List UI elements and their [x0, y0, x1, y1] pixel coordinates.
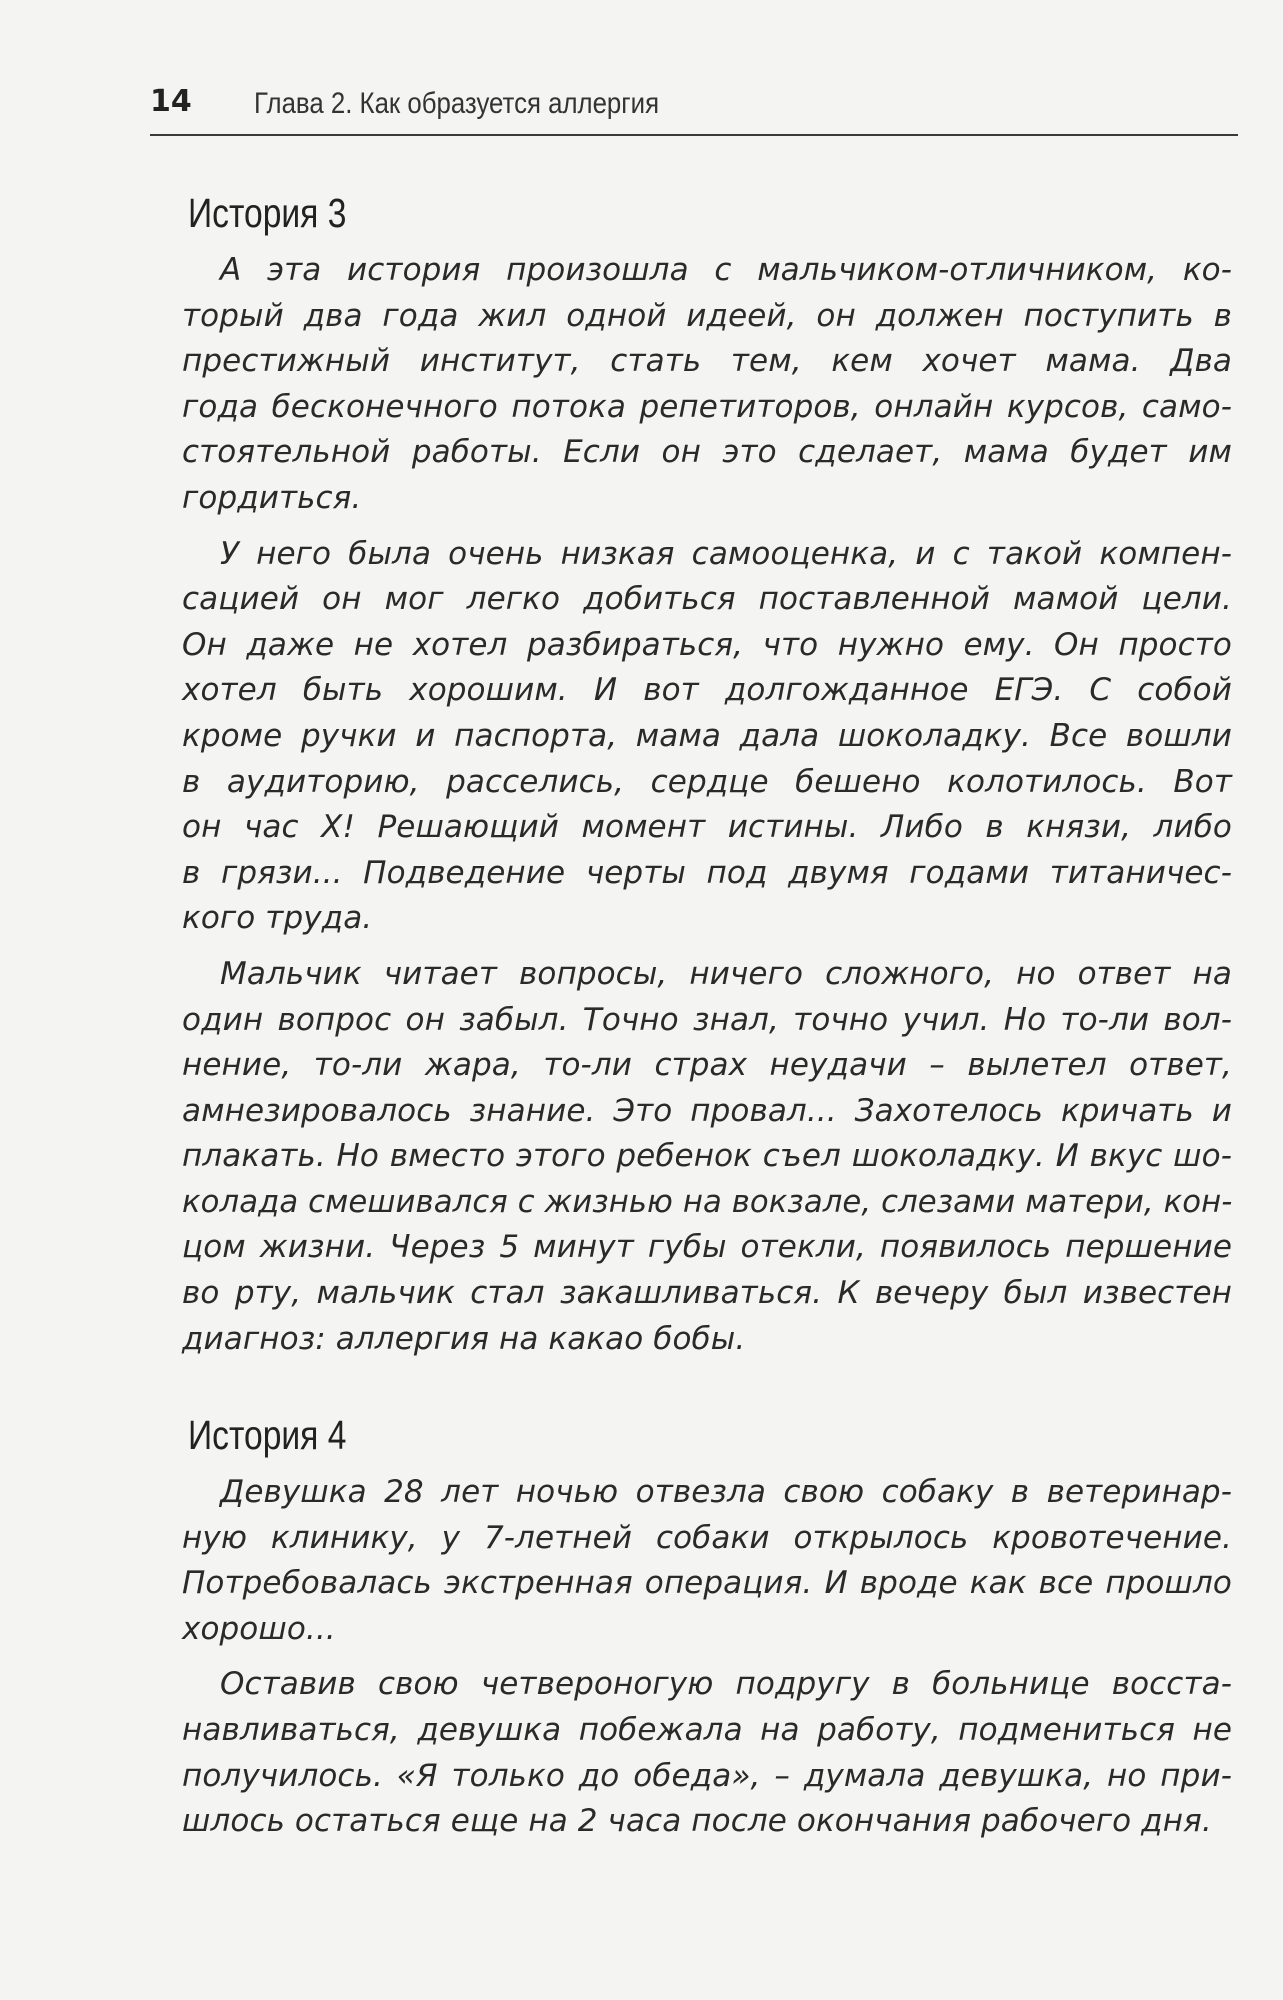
text-line: цом жизни. Через 5 минут губы отекли, появилось першение	[182, 1229, 1232, 1266]
text-line: У него была очень низкая самооценка, и с такой компен-	[220, 535, 1232, 572]
text-line: хорошо...	[182, 1610, 336, 1647]
text-line: Оставив свою четвероногую подругу в больнице восста-	[220, 1666, 1232, 1703]
page-number: 14	[150, 84, 192, 119]
text-line: плакать. Но вместо этого ребенок съел шоколадку. И вкус шо-	[182, 1138, 1232, 1175]
text-line: престижный институт, стать тем, кем хочет мама. Два	[182, 343, 1232, 380]
text-line: года бесконечного потока репетиторов, онлайн курсов, само-	[182, 388, 1232, 425]
text-line: шлось остаться еще на 2 часа после окончания рабочего дня.	[182, 1803, 1212, 1840]
story-3-body	[182, 248, 1233, 1372]
running-title: Глава 2. Как образуется аллергия	[254, 87, 660, 120]
story-3-heading: История 3	[188, 190, 347, 236]
text-line: торый два года жил одной идеей, он должен поступить в	[182, 297, 1232, 334]
text-line: А эта история произошла с мальчиком-отличником, ко-	[220, 252, 1232, 288]
text-line: хотел быть хорошим. И вот долгожданное ЕГЭ. С собой	[182, 672, 1232, 709]
page-header	[150, 82, 1238, 136]
story-4-heading: История 4	[188, 1412, 347, 1458]
text-line: Потребовалась экстренная операция. И вроде как все прошло	[182, 1565, 1232, 1602]
paragraph	[182, 532, 1232, 942]
paragraph	[182, 1470, 1232, 1652]
text-line: стоятельной работы. Если он это сделает, мама будет им	[182, 434, 1232, 471]
text-line: ную клинику, у 7-летней собаки открылось кровотечение.	[182, 1519, 1232, 1556]
text-line: амнезировалось знание. Это провал... Захотелось кричать и	[182, 1092, 1232, 1129]
paragraph	[182, 1662, 1232, 1844]
text-line: Девушка 28 лет ночью отвезла свою собаку в ветеринар-	[220, 1474, 1232, 1510]
text-line: нение, то-ли жара, то-ли страх неудачи – вылетел ответ,	[182, 1047, 1232, 1084]
text-line: Он даже не хотел разбираться, что нужно ему. Он просто	[182, 626, 1232, 663]
text-line: во рту, мальчик стал закашливаться. К вечеру был известен	[182, 1275, 1232, 1312]
text-line: кроме ручки и паспорта, мама дала шоколадку. Все вошли	[182, 717, 1232, 754]
text-line: один вопрос он забыл. Точно знал, точно учил. Но то-ли вол-	[182, 1001, 1232, 1038]
text-line: гордиться.	[182, 479, 362, 516]
text-line: кого труда.	[182, 900, 373, 937]
paragraph	[182, 248, 1232, 522]
paragraph	[182, 952, 1233, 1362]
story-4-body	[182, 1470, 1232, 1855]
text-line: колада смешивался с жизнью на вокзале, слезами матери, кон-	[182, 1183, 1233, 1220]
text-line: Мальчик читает вопросы, ничего сложного, но ответ на	[220, 955, 1232, 992]
text-line: в грязи... Подведение черты под двумя годами титаничес-	[182, 854, 1232, 891]
text-line: сацией он мог легко добиться поставленной мамой цели.	[182, 581, 1232, 618]
text-line: диагноз: аллергия на какао бобы.	[182, 1320, 746, 1357]
text-line: получилось. «Я только до обеда», – думала девушка, но при-	[182, 1757, 1232, 1794]
text-line: он час Х! Решающий момент истины. Либо в князи, либо	[182, 809, 1232, 846]
text-line: в аудиторию, расселись, сердце бешено колотилось. Вот	[182, 763, 1232, 800]
text-line: навливаться, девушка побежала на работу, подмениться не	[182, 1711, 1232, 1748]
